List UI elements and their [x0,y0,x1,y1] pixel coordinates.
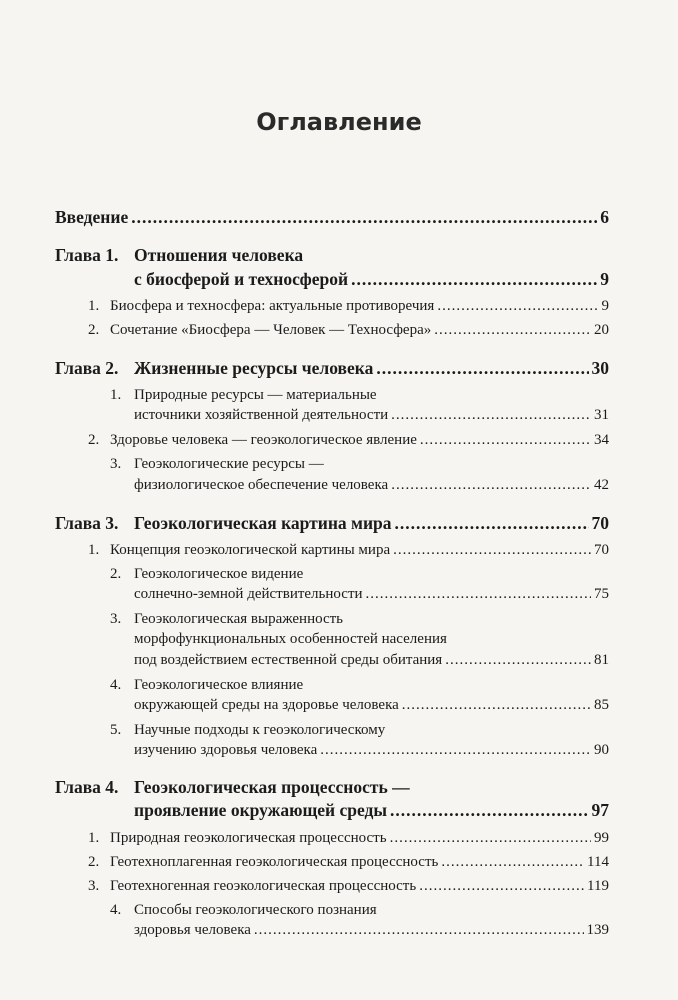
section-title: Здоровье человека — геоэкологическое явление [110,432,417,448]
chapter-label: Глава 4. [55,777,119,797]
section-title: Геоэкологическое влияние [134,677,304,693]
toc-entry-section[interactable] [134,582,609,606]
section-title: под воздействием естественной среды обитания [134,652,443,668]
section-number: 3. [110,456,122,472]
chapter-title-line: Жизненные ресурсы человека [134,358,374,378]
toc-entry-section[interactable] [88,850,609,874]
toc-entry-section[interactable] [88,318,609,342]
toc-page-number: 114 [587,854,609,870]
toc-entry-label: Введение [55,207,129,227]
chapter-label: Глава 3. [55,513,119,533]
leader-dots [390,826,591,850]
leader-dots [351,267,597,291]
section-title: Геоэкологическая выраженность [134,611,344,627]
section-title: солнечно-земной действительности [134,586,363,602]
toc-entry-section[interactable] [134,918,609,942]
leader-dots [376,356,588,380]
toc-page-number: 34 [594,432,609,448]
section-title: Концепция геоэкологической картины мира [110,542,391,558]
leader-dots [131,205,597,229]
leader-dots [395,511,589,535]
section-title: источники хозяйственной деятельности [134,407,389,423]
section-number: 1. [88,830,100,846]
toc-entry-section[interactable] [88,294,609,318]
toc-page-number: 119 [587,878,609,894]
leader-dots [254,918,584,942]
leader-dots [445,648,591,672]
toc-entry-section[interactable] [134,738,609,762]
chapter-title-line: проявление окружающей среды [134,800,388,820]
toc-page-number: 139 [586,922,609,938]
toc-page-number: 99 [594,830,609,846]
leader-dots [390,798,588,822]
toc-page-number: 70 [591,513,609,533]
section-number: 4. [110,902,122,918]
leader-dots [391,403,591,427]
toc-entry-section[interactable] [88,874,609,898]
section-number: 2. [88,432,100,448]
section-title: Природная геоэкологическая процессность [110,830,387,846]
chapter-label: Глава 1. [55,245,119,265]
toc-page-number: 85 [594,697,609,713]
toc-entry-section[interactable] [88,428,609,452]
section-title: здоровья человека [134,922,251,938]
toc-page-number: 9 [601,298,609,314]
toc-page-number: 6 [600,207,609,227]
toc-page-number: 90 [594,742,609,758]
toc-page-number: 70 [594,542,609,558]
toc-page-number: 75 [594,586,609,602]
toc-page-number: 20 [594,322,609,338]
toc-entry-section[interactable] [134,693,609,717]
chapter-label: Глава 2. [55,358,119,378]
leader-dots [366,582,591,606]
section-title: морфофункциональных особенностей населения [134,631,447,647]
section-title: изучению здоровья человека [134,742,318,758]
section-title: Сочетание «Биосфера — Человек — Техносфера» [110,322,432,338]
toc-page-number: 9 [600,269,609,289]
section-title: Геотехногенная геоэкологическая процессность [110,878,417,894]
toc-entry-section[interactable] [88,826,609,850]
leader-dots [434,318,591,342]
toc-entry-intro[interactable] [55,205,609,229]
toc-entry-chapter[interactable] [134,267,609,291]
section-number: 3. [110,611,122,627]
page-title: Оглавление [256,108,422,136]
section-title: Биосфера и техносфера: актуальные противоречия [110,298,435,314]
leader-dots [391,473,591,497]
chapter-title-line: с биосферой и техносферой [134,269,349,289]
toc-page-number: 97 [591,800,609,820]
section-title: Научные подходы к геоэкологическому [134,722,386,738]
toc-entry-section[interactable] [134,403,609,427]
section-number: 2. [88,854,100,870]
leader-dots [437,294,598,318]
section-number: 2. [88,322,100,338]
toc-entry-chapter[interactable] [134,511,609,535]
toc-page-number: 31 [594,407,609,423]
toc-entry-section[interactable] [134,648,609,672]
leader-dots [419,874,584,898]
section-number: 1. [110,387,122,403]
section-title: Природные ресурсы — материальные [134,387,377,403]
section-number: 1. [88,542,100,558]
toc-entry-section[interactable] [134,473,609,497]
chapter-title-line: Геоэкологическая процессность — [134,777,410,797]
leader-dots [441,850,584,874]
chapter-title-line: Геоэкологическая картина мира [134,513,392,533]
section-number: 3. [88,878,100,894]
toc-entry-section[interactable] [88,538,609,562]
section-number: 4. [110,677,122,693]
section-title: Геоэкологические ресурсы — [134,456,324,472]
section-title: физиологическое обеспечение человека [134,477,389,493]
toc-page-number: 81 [594,652,609,668]
section-title: окружающей среды на здоровье человека [134,697,399,713]
toc-page-number: 30 [591,358,609,378]
toc-entry-chapter[interactable] [134,798,609,822]
leader-dots [393,538,591,562]
leader-dots [320,738,591,762]
section-title: Геотехноплагенная геоэкологическая процессность [110,854,439,870]
section-number: 5. [110,722,122,738]
section-number: 2. [110,566,122,582]
leader-dots [402,693,591,717]
leader-dots [420,428,591,452]
section-title: Геоэкологическое видение [134,566,304,582]
chapter-title-line: Отношения человека [134,245,304,265]
section-title: Способы геоэкологического познания [134,902,377,918]
section-number: 1. [88,298,100,314]
toc-entry-chapter[interactable] [134,356,609,380]
toc-page-number: 42 [594,477,609,493]
